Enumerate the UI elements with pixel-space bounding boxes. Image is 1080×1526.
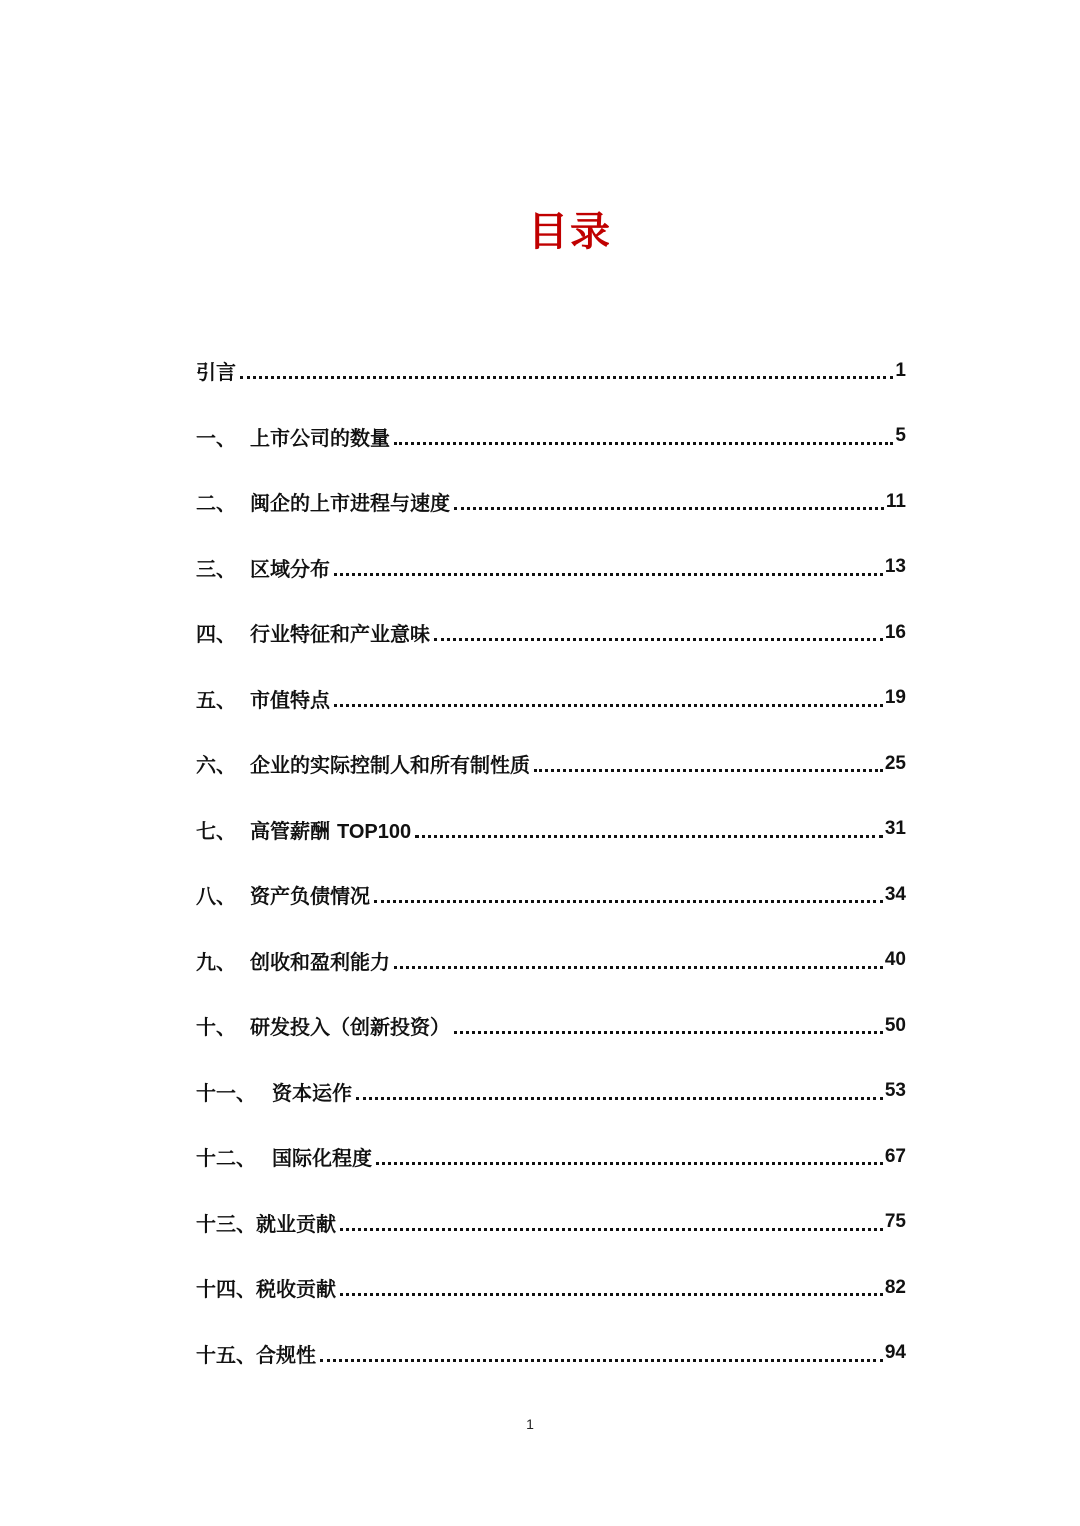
dot-leader (374, 900, 883, 903)
toc-entry-number: 十、 (196, 1015, 236, 1040)
toc-entry-page: 31 (884, 818, 906, 840)
toc-entry-page: 34 (884, 883, 906, 905)
toc-entry-5[interactable] (196, 666, 906, 732)
toc-entry-number: 十五、 (196, 1342, 256, 1367)
toc-entry-label: 上市公司的数量 (250, 425, 390, 450)
toc-entry-7[interactable] (196, 797, 906, 863)
toc-entry-number: 四、 (196, 622, 236, 647)
toc-entry-label: 就业贡献 (256, 1211, 336, 1236)
toc-entry-label: 合规性 (256, 1342, 316, 1367)
toc-entry-label: 行业特征和产业意味 (250, 622, 430, 647)
toc-entry-page: 19 (884, 687, 906, 709)
dot-leader (434, 638, 883, 641)
toc-entry-number: 九、 (196, 949, 236, 974)
toc-entry-label: 研发投入（创新投资） (250, 1015, 450, 1040)
dot-leader (394, 966, 883, 969)
toc-entry-label-latin: TOP100 (336, 820, 412, 843)
toc-entry-number: 三、 (196, 556, 236, 581)
dot-leader (534, 769, 883, 772)
toc-entry-11[interactable] (196, 1059, 906, 1125)
dot-leader (454, 1031, 883, 1034)
toc-entry-page: 16 (884, 621, 906, 643)
dot-leader (334, 573, 883, 576)
dot-leader (340, 1228, 883, 1231)
toc-entry-9[interactable] (196, 928, 906, 994)
toc-entry-page: 11 (885, 490, 906, 512)
dot-leader (454, 507, 884, 510)
toc-entry-15[interactable] (196, 1321, 906, 1387)
toc-entry-number: 八、 (196, 884, 236, 909)
dot-leader (394, 442, 893, 445)
toc-title: 目录 (528, 208, 612, 255)
toc-entry-4[interactable] (196, 600, 906, 666)
toc-entry-12[interactable] (196, 1124, 906, 1190)
toc-entry-page: 67 (884, 1145, 906, 1167)
toc-entry-10[interactable] (196, 993, 906, 1059)
toc-list (196, 338, 906, 1386)
toc-entry-label: 资产负债情况 (250, 884, 370, 909)
toc-entry-14[interactable] (196, 1255, 906, 1321)
dot-leader (240, 376, 893, 379)
toc-entry-page: 5 (895, 425, 906, 447)
toc-entry-page: 1 (895, 359, 906, 381)
toc-entry-13[interactable] (196, 1190, 906, 1256)
toc-entry-page: 50 (884, 1014, 906, 1036)
toc-entry-1[interactable] (196, 404, 906, 470)
page-number: 1 (526, 1416, 534, 1432)
dot-leader (376, 1162, 883, 1165)
toc-entry-8[interactable] (196, 862, 906, 928)
toc-entry-label: 市值特点 (250, 687, 330, 712)
toc-entry-3[interactable] (196, 535, 906, 601)
dot-leader (340, 1293, 883, 1296)
toc-entry-intro[interactable] (196, 338, 906, 404)
dot-leader (320, 1359, 883, 1362)
dot-leader (334, 704, 883, 707)
dot-leader (356, 1097, 883, 1100)
toc-entry-number: 十一、 (196, 1080, 256, 1105)
toc-entry-label: 税收贡献 (256, 1277, 336, 1302)
toc-entry-label: 闽企的上市进程与速度 (250, 491, 450, 516)
dot-leader (415, 835, 883, 838)
toc-entry-page: 82 (884, 1276, 906, 1298)
toc-entry-number: 七、 (196, 818, 236, 843)
toc-entry-label: 引言 (196, 360, 236, 385)
toc-entry-2[interactable] (196, 469, 906, 535)
toc-entry-number: 十二、 (196, 1146, 256, 1171)
toc-entry-number: 十三、 (196, 1211, 256, 1236)
toc-entry-number: 五、 (196, 687, 236, 712)
toc-entry-page: 40 (884, 949, 906, 971)
toc-entry-page: 25 (884, 752, 906, 774)
toc-entry-number: 六、 (196, 753, 236, 778)
toc-entry-label (250, 815, 411, 844)
toc-entry-label: 创收和盈利能力 (250, 949, 390, 974)
toc-entry-page: 75 (884, 1211, 906, 1233)
toc-entry-label: 区域分布 (250, 556, 330, 581)
toc-entry-page: 53 (884, 1080, 906, 1102)
toc-entry-number: 一、 (196, 425, 236, 450)
toc-entry-label-cn: 高管薪酬 (250, 818, 330, 843)
toc-entry-page: 94 (884, 1342, 906, 1364)
toc-entry-label: 企业的实际控制人和所有制性质 (250, 753, 530, 778)
toc-entry-page: 13 (884, 556, 906, 578)
toc-entry-number: 十四、 (196, 1277, 256, 1302)
toc-entry-label: 资本运作 (272, 1080, 352, 1105)
toc-entry-number: 二、 (196, 491, 236, 516)
toc-entry-6[interactable] (196, 731, 906, 797)
toc-entry-label: 国际化程度 (272, 1146, 372, 1171)
